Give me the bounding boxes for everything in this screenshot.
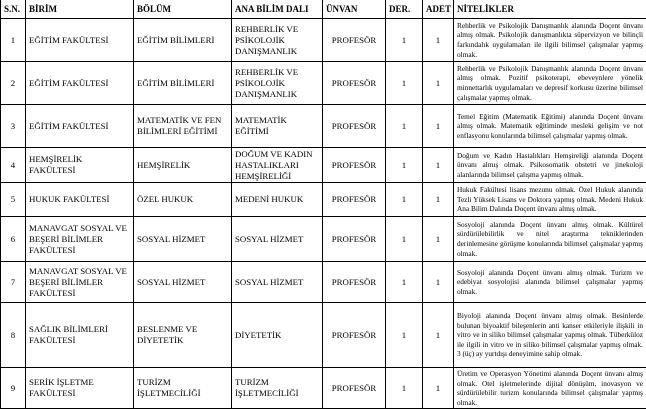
cell-der: 1 — [386, 183, 423, 217]
table-row — [1, 62, 646, 105]
cell-unvan: PROFESÖR — [323, 19, 386, 62]
cell-unvan: PROFESÖR — [323, 303, 386, 368]
cell-nitelikler: Biyoloji alanında Doçent ünvanı almış olmak. Besinlerde bulunan biyoaktif bileşenlerin anti kanser etkileriyle ilişkili in vitro ve in siliko bilimsel çalışmalar yapmış olmak. Tüberküloz ile ilgili in vitro ve in siliko bilimsel çalışmalar yapmış olmak. 3 (üç) ay yurtdışı deneyimine sahip olmak. — [454, 303, 646, 368]
cell-birim: SAĞLIK BİLİMLERİ FAKÜLTESİ — [26, 303, 134, 368]
cell-sn: 2 — [1, 62, 26, 105]
cell-adet: 1 — [423, 303, 454, 368]
cell-unvan: PROFESÖR — [323, 368, 386, 409]
table-row — [1, 148, 646, 183]
cell-nitelikler: Temel Eğitim (Matematik Eğitimi) alanında Doçent ünvanı almış olmak. Matematik eğitiminde mesleki gelişim ve not enflasyonu konularında bilimsel çalışmalar yapmış olmak. — [454, 105, 646, 148]
header-der: DER. — [386, 0, 423, 19]
cell-unvan: PROFESÖR — [323, 183, 386, 217]
cell-nitelikler: Sosyoloji alanında Doçent ünvanı almış olmak. Turizm ve edebiyat sosyolojisi alanında bilimsel çalışmalar yapmış olmak. — [454, 262, 646, 303]
header-sn: S.N. — [1, 0, 26, 19]
cell-birim: HUKUK FAKÜLTESİ — [26, 183, 134, 217]
cell-adet: 1 — [423, 19, 454, 62]
cell-der: 1 — [386, 303, 423, 368]
table-row — [1, 105, 646, 148]
cell-der: 1 — [386, 105, 423, 148]
cell-nitelikler: Sosyoloji alanında Doçent ünvanı almış olmak. Kültürel sürdürülebilirlik ve nitel araştırma tekniklerinden derinlemesine görüşme konularında bilimsel çalışmalar yapmış olmak. — [454, 217, 646, 262]
cell-anabilim: DOĞUM VE KADIN HASTALIKLARI HEMŞİRELİĞİ — [232, 148, 323, 183]
table-row — [1, 217, 646, 262]
table-row — [1, 368, 646, 409]
header-nitelikler: NİTELİKLER — [454, 0, 646, 19]
cell-nitelikler: Rehberlik ve Psikolojik Danışmanlık alanında Doçent ünvanı almış olmak. Psikolojik danışmanlıkta süpervizyon ve bilinçli farkındalık uygulamaları ile ilgili bilimsel çalışmalar yapmış olmak. — [454, 19, 646, 62]
cell-bolum: BESLENME VE DİYETETİK — [134, 303, 232, 368]
cell-sn: 1 — [1, 19, 26, 62]
cell-sn: 7 — [1, 262, 26, 303]
cell-unvan: PROFESÖR — [323, 105, 386, 148]
cell-bolum: TURİZM İŞLETMECİLİĞİ — [134, 368, 232, 409]
cell-anabilim: TURİZM İŞLETMECİLİĞİ — [232, 368, 323, 409]
cell-adet: 1 — [423, 368, 454, 409]
cell-birim: EĞİTİM FAKÜLTESİ — [26, 62, 134, 105]
header-row — [1, 0, 646, 19]
cell-bolum: SOSYAL HİZMET — [134, 217, 232, 262]
cell-birim: MANAVGAT SOSYAL VE BEŞERİ BİLİMLER FAKÜLTESİ — [26, 217, 134, 262]
cell-adet: 1 — [423, 183, 454, 217]
cell-birim: HEMŞİRELİK FAKÜLTESİ — [26, 148, 134, 183]
header-birim: BİRİM — [26, 0, 134, 19]
cell-anabilim: REHBERLİK VE PSİKOLOJİK DANIŞMANLIK — [232, 19, 323, 62]
cell-bolum: SOSYAL HİZMET — [134, 262, 232, 303]
cell-sn: 4 — [1, 148, 26, 183]
cell-birim: MANAVGAT SOSYAL VE BEŞERİ BİLİMLER FAKÜLTESİ — [26, 262, 134, 303]
cell-unvan: PROFESÖR — [323, 62, 386, 105]
cell-sn: 6 — [1, 217, 26, 262]
table-row — [1, 19, 646, 62]
cell-anabilim: SOSYAL HİZMET — [232, 262, 323, 303]
cell-birim: EĞİTİM FAKÜLTESİ — [26, 19, 134, 62]
cell-birim: SERİK İŞLETME FAKÜLTESİ — [26, 368, 134, 409]
cell-bolum: MATEMATİK VE FEN BİLİMLERİ EĞİTİMİ — [134, 105, 232, 148]
cell-der: 1 — [386, 148, 423, 183]
cell-unvan: PROFESÖR — [323, 262, 386, 303]
table-row — [1, 183, 646, 217]
cell-nitelikler: Hukuk Fakültesi lisans mezunu olmak. Özel Hukuk alanında Tezli Yüksek Lisans ve Doktora yapmış olmak. Medeni Hukuk Ana Bilim Dalında Doçent ünvanı almış olmak. — [454, 183, 646, 217]
cell-anabilim: MEDENİ HUKUK — [232, 183, 323, 217]
cell-nitelikler: Rehberlik ve Psikolojik Danışmanlık alanında Doçent ünvanı almış olmak. Pozitif psikoterapi, ebeveynlere yönelik minnettarlık uygulamaları ve depresif korkusu üzerine bilimsel çalışmalar yapmış olmak. — [454, 62, 646, 105]
cell-sn: 9 — [1, 368, 26, 409]
header-bolum: BÖLÜM — [134, 0, 232, 19]
cell-bolum: EĞİTİM BİLİMLERİ — [134, 19, 232, 62]
cell-anabilim: DİYETETİK — [232, 303, 323, 368]
cell-sn: 8 — [1, 303, 26, 368]
cell-nitelikler: Doğum ve Kadın Hastalıkları Hemşireliği alanında Doçent ünvanı almış olmak. Psikosomatik obstetri ve jinekoloji alanlarında bilimsel çalışma yapmış olmak. — [454, 148, 646, 183]
table-row — [1, 303, 646, 368]
cell-anabilim: REHBERLİK VE PSİKOLOJİK DANIŞMANLIK — [232, 62, 323, 105]
cell-nitelikler: Üretim ve Operasyon Yönetimi alanında Doçent ünvanı almış olmak. Otel işletmelerinde dijital dönüşüm, inovasyon ve sürdürülebilir turizm konularında bilimsel çalışmalar yapmış olmak. — [454, 368, 646, 409]
cell-bolum: ÖZEL HUKUK — [134, 183, 232, 217]
cell-adet: 1 — [423, 62, 454, 105]
cell-sn: 5 — [1, 183, 26, 217]
cell-der: 1 — [386, 262, 423, 303]
cell-adet: 1 — [423, 148, 454, 183]
cell-adet: 1 — [423, 105, 454, 148]
cell-adet: 1 — [423, 217, 454, 262]
cell-unvan: PROFESÖR — [323, 148, 386, 183]
cell-der: 1 — [386, 368, 423, 409]
header-anabilim: ANA BİLİM DALI — [232, 0, 323, 19]
table-row — [1, 262, 646, 303]
cell-anabilim: MATEMATİK EĞİTİMİ — [232, 105, 323, 148]
cell-anabilim: SOSYAL HİZMET — [232, 217, 323, 262]
cell-sn: 3 — [1, 105, 26, 148]
cell-birim: EĞİTİM FAKÜLTESİ — [26, 105, 134, 148]
cell-bolum: HEMŞİRELİK — [134, 148, 232, 183]
header-unvan: ÜNVAN — [323, 0, 386, 19]
cell-unvan: PROFESÖR — [323, 217, 386, 262]
cell-der: 1 — [386, 62, 423, 105]
cell-der: 1 — [386, 217, 423, 262]
header-adet: ADET — [423, 0, 454, 19]
cell-bolum: EĞİTİM BİLİMLERİ — [134, 62, 232, 105]
cell-der: 1 — [386, 19, 423, 62]
cell-adet: 1 — [423, 262, 454, 303]
